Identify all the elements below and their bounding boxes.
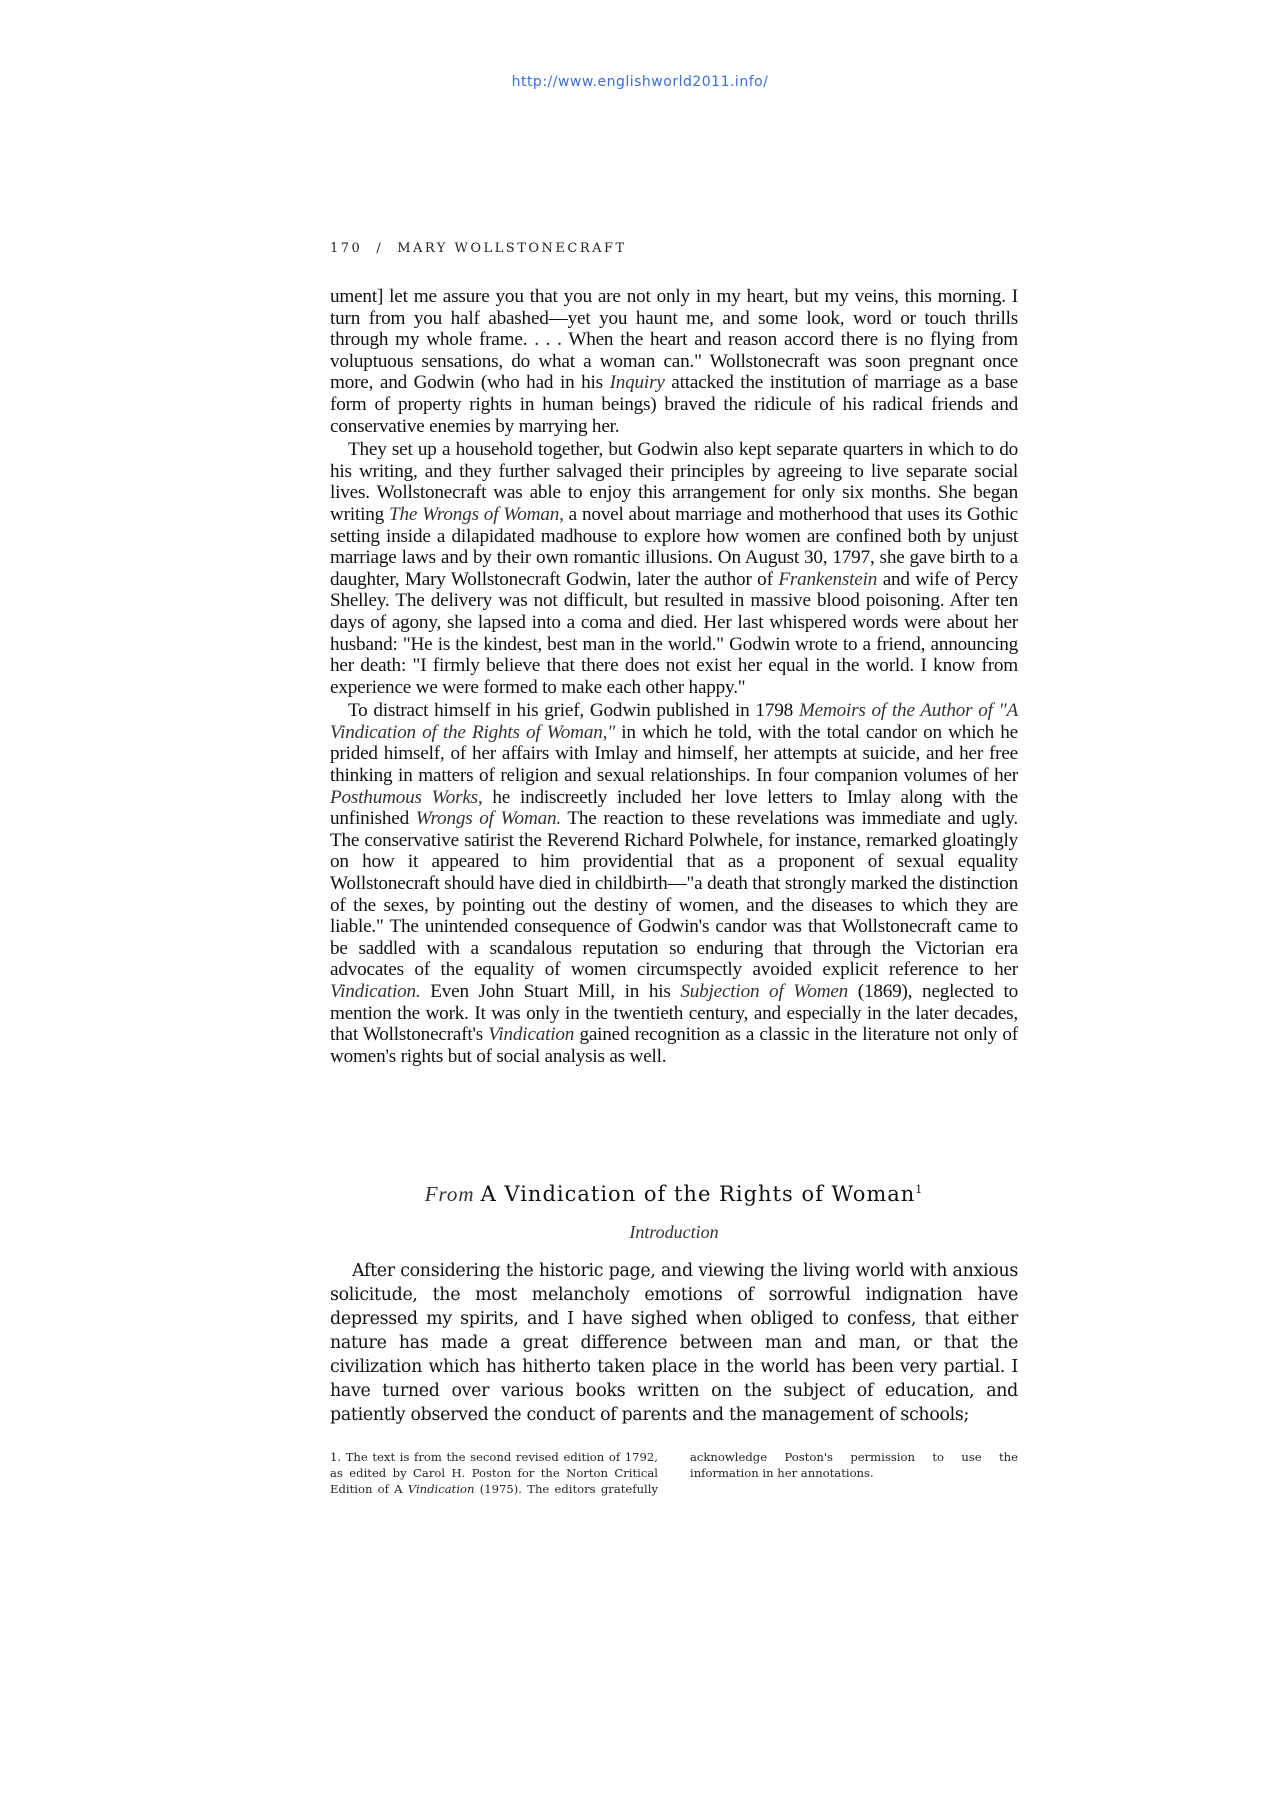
italic-title: Posthumous Works, <box>330 786 483 808</box>
italic-title: Vindication. <box>330 981 421 1002</box>
italic-title: Vindication <box>407 1482 475 1496</box>
footnote-marker[interactable]: 1 <box>915 1183 924 1196</box>
source-url[interactable]: http://www.englishworld2011.info/ <box>511 74 769 90</box>
running-head <box>330 241 627 256</box>
body-text <box>330 286 1018 1069</box>
text-span: (1869), neglected to mention the work. It was only in the twentieth century, and especially in the later decades, that Wollstonecraft's <box>330 981 1018 1046</box>
running-title: MARY WOLLSTONECRAFT <box>397 241 627 256</box>
footnote-1 <box>330 1449 1018 1497</box>
text-span: They set up a household together, but Godwin also kept separate quarters in which to do his writing, and they further salvaged their principles by agreeing to live separate social lives. Wollstonecraft was able to enjoy this arrangement for only six months. She began writing <box>330 439 1018 525</box>
text-span: he indiscreetly included her love letters to Imlay along with the unfinished <box>330 786 1018 830</box>
paragraph-1 <box>330 286 1018 437</box>
italic-title: Subjection of Women <box>680 981 849 1002</box>
intro-text <box>330 1259 1018 1427</box>
section-from-label: From <box>424 1182 475 1206</box>
running-head-separator: / <box>376 241 384 256</box>
footnotes <box>330 1449 1018 1497</box>
text-span: a novel about marriage and motherhood that uses its Gothic setting inside a dilapidated madhouse to explore how women are confined both by unjust marriage laws and by their own romantic illusions. On August 30, 1797, she gave birth to a daughter, Mary Wollstonecraft Godwin, later the author of <box>330 503 1018 590</box>
page-number: 170 <box>330 241 363 256</box>
italic-title: The Wrongs of Woman, <box>388 503 564 525</box>
section-title <box>330 1182 1018 1207</box>
text-span: and wife of Percy Shelley. The delivery was not difficult, but resulted in massive blood poisoning. After ten days of agony, she lapsed into a coma and died. Her last whispered words were about her husband: "He is the kindest, best man in the world." Godwin wrote to a friend, announcing her death: "I firmly believe that there does not exist her equal in the world. I know from experience we were formed to make each other happy." <box>330 568 1018 698</box>
text-span: The reaction to these revelations was immediate and ugly. The conservative satirist the Reverend Richard Polwhele, for instance, remarked gloatingly on how it appeared to him providential that as a proponent of sexual equality Wollstonecraft should have died in childbirth—"a death that strongly marked the distinction of the sexes, by pointing out the destiny of women, and the diseases to which they are liable." The unintended consequence of Godwin's candor was that Wollstonecraft came to be saddled with a scandalous reputation so enduring that through the Victorian era advocates of the equality of women circumspectly avoided explicit reference to her <box>330 808 1018 981</box>
text-span: Even John Stuart Mill, in his <box>420 981 681 1002</box>
paragraph-3 <box>330 700 1018 1067</box>
italic-title: Frankenstein <box>778 568 878 590</box>
text-span: 1. The text is from the second revised edition of 1792, as edited by Carol H. Poston for the Norton Critical Edition of A <box>330 1450 658 1496</box>
italic-title: Vindication <box>488 1024 575 1046</box>
text-span: To distract himself in his grief, Godwin published in 1798 <box>348 700 799 722</box>
section-subtitle: Introduction <box>629 1222 719 1242</box>
text-span: in which he told, with the total candor on which he prided himself, of her affairs with Imlay and himself, her attempts at suicide, and her free thinking in matters of religion and sexual relationships. In four companion volumes of her <box>330 721 1018 787</box>
section-title-text: A Vindication of the Rights of Woman <box>480 1182 916 1206</box>
italic-title: Inquiry <box>609 372 665 394</box>
italic-title: Wrongs of Woman. <box>415 808 561 830</box>
intro-paragraph: After considering the historic page, and viewing the living world with anxious solicitude, the most melancholy emotions of sorrowful indignation have depressed my spirits, and I have sighed when obliged to confess, that either nature has made a great difference between man and man, or that the civilization which has hitherto taken place in the world has been very partial. I have turned over various books written on the subject of education, and patiently observed the conduct of parents and the management of schools; <box>330 1261 1018 1425</box>
italic-title: Memoirs of the Author of "A Vindication of the Rights of Woman," <box>330 700 1018 743</box>
paragraph-2 <box>330 439 1018 698</box>
text-span: attacked the institution of marriage as a base form of property rights in human beings) braved the ridicule of his radical friends and conservative enemies by marrying her. <box>330 372 1018 437</box>
text-span: gained recognition as a classic in the literature not only of women's rights but of social analysis as well. <box>330 1024 1019 1067</box>
text-span: (1975). The editors gratefully acknowledge Poston's permission to use the information in her annotations. <box>474 1450 1018 1496</box>
text-span: ument] let me assure you that you are not only in my heart, but my veins, this morning. I turn from you half abashed—yet you haunt me, and some look, word or touch thrills through my whole frame. . . . When the heart and reason accord there is no flying from voluptuous sensations, do what a woman can." Wollstonecraft was soon pregnant once more, and Godwin (who had in his <box>330 286 1018 394</box>
